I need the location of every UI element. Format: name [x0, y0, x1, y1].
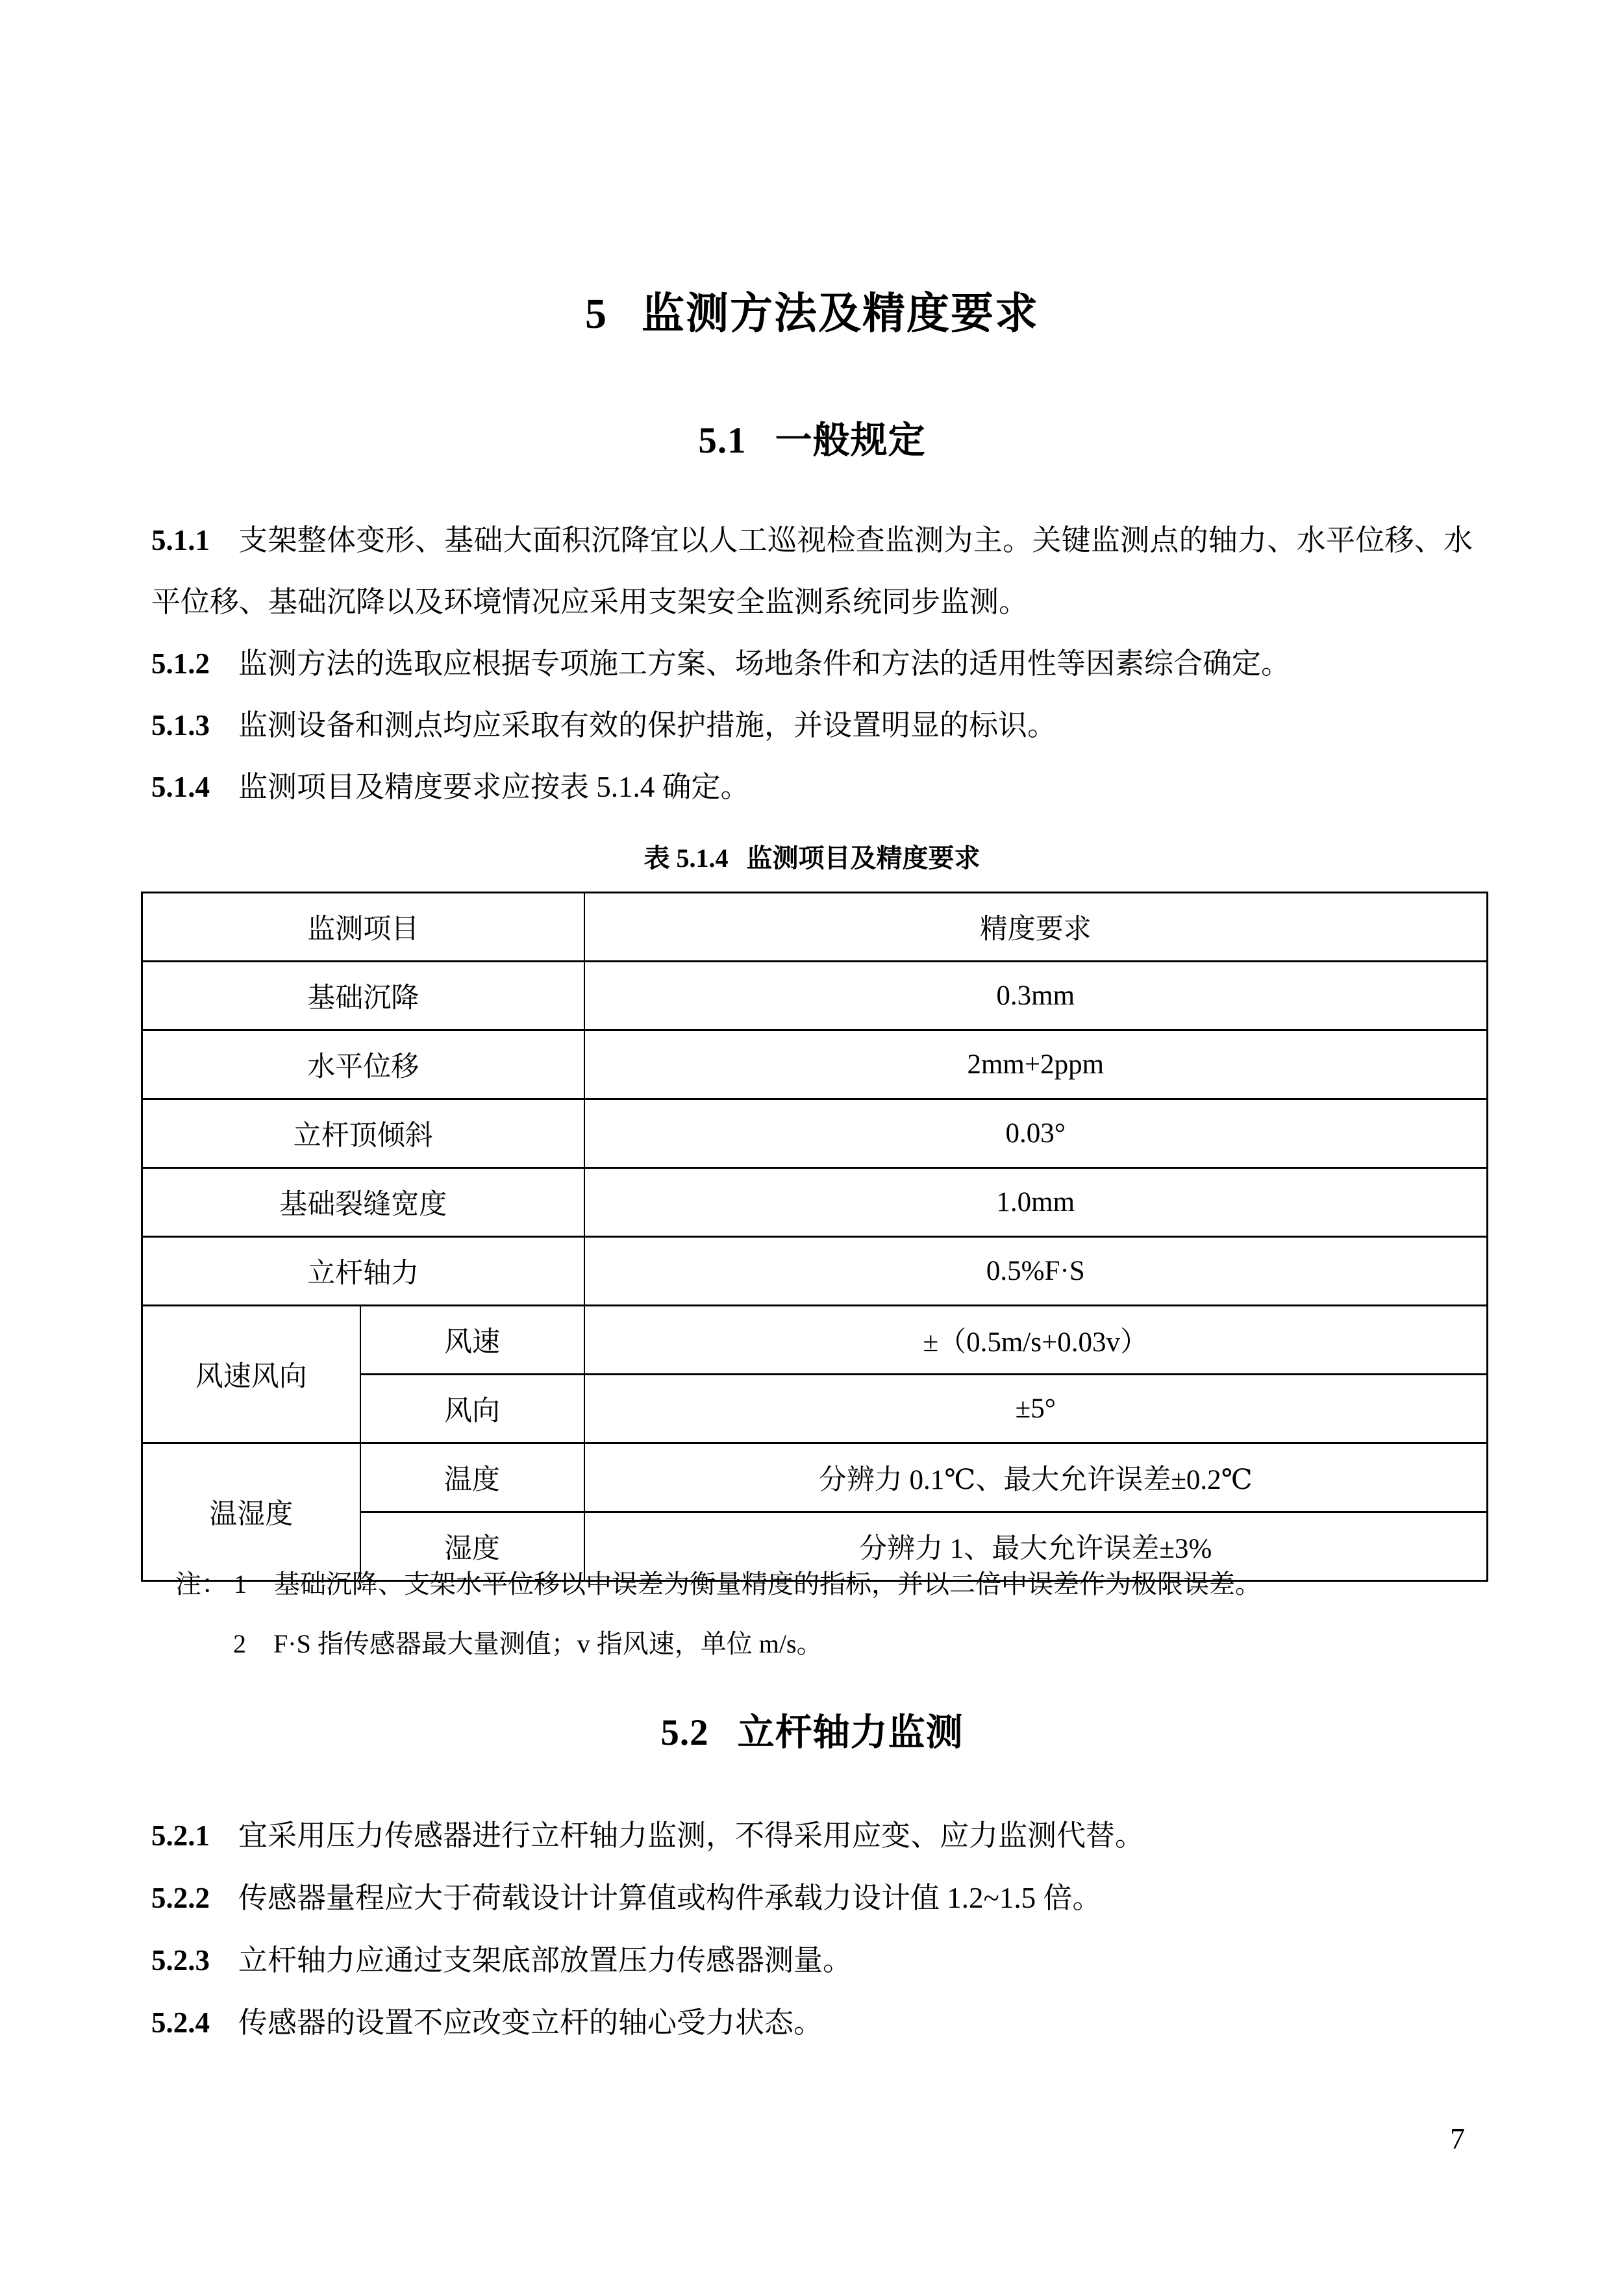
page-number: 7	[1450, 2122, 1465, 2155]
table-row	[142, 1443, 1488, 1512]
value-cell: ±（0.5m/s+0.03v）	[584, 1306, 1488, 1375]
clause-number: 5.1.3	[151, 709, 210, 742]
section-5-1-title-text: 一般规定	[775, 420, 926, 461]
sub-item-cell: 温度	[360, 1443, 584, 1512]
clause-number: 5.2.1	[151, 1819, 210, 1852]
chapter-number: 5	[585, 290, 608, 338]
clause-number: 5.1.4	[151, 771, 210, 803]
clause-5-2-2	[151, 1867, 1473, 1929]
note-number: 2	[233, 1629, 246, 1658]
table-row	[142, 1168, 1488, 1237]
table-row	[142, 1306, 1488, 1375]
value-cell: 0.03°	[584, 1099, 1488, 1168]
table-caption-number: 表 5.1.4	[643, 843, 729, 873]
clause-5-2-3	[151, 1930, 1473, 1991]
chapter-title-text: 监测方法及精度要求	[642, 290, 1039, 338]
value-cell: 1.0mm	[584, 1168, 1488, 1237]
clause-number: 5.2.3	[151, 1944, 210, 1977]
clause-text: 监测项目及精度要求应按表 5.1.4 确定。	[238, 771, 750, 803]
item-cell: 基础沉降	[142, 962, 584, 1030]
group-cell: 温湿度	[142, 1443, 360, 1581]
clause-text: 宜采用压力传感器进行立杆轴力监测，不得采用应变、应力监测代替。	[238, 1819, 1145, 1852]
clause-5-1-2	[151, 633, 1473, 695]
sub-item-cell: 风向	[360, 1375, 584, 1443]
table-caption-text: 监测项目及精度要求	[746, 843, 981, 873]
value-cell: 分辨力 1、最大允许误差±3%	[584, 1512, 1488, 1581]
item-cell: 水平位移	[142, 1030, 584, 1099]
note-label: 注：	[175, 1569, 227, 1599]
clause-text: 立杆轴力应通过支架底部放置压力传感器测量。	[238, 1944, 853, 1977]
sub-item-cell: 湿度	[360, 1512, 584, 1581]
section-5-2-heading	[151, 1713, 1473, 1753]
value-cell: 分辨力 0.1℃、最大允许误差±0.2℃	[584, 1443, 1488, 1512]
clause-5-2-1	[151, 1805, 1473, 1867]
group-cell: 风速风向	[142, 1306, 360, 1443]
clause-5-1-4	[151, 756, 1473, 818]
value-cell: 0.3mm	[584, 962, 1488, 1030]
section-5-2-number: 5.2	[660, 1712, 709, 1753]
header-cell-item: 监测项目	[142, 893, 584, 962]
clause-text: 监测方法的选取应根据专项施工方案、场地条件和方法的适用性等因素综合确定。	[238, 647, 1291, 680]
table-row	[142, 1237, 1488, 1306]
table-header-row	[142, 893, 1488, 962]
chapter-heading	[151, 291, 1473, 338]
table-row	[142, 1030, 1488, 1099]
clause-5-2-4	[151, 1992, 1473, 2054]
clause-text: 传感器量程应大于荷载设计计算值或构件承载力设计值 1.2~1.5 倍。	[238, 1882, 1102, 1914]
item-cell: 基础裂缝宽度	[142, 1168, 584, 1237]
clause-number: 5.2.2	[151, 1882, 210, 1914]
section-5-1-heading	[151, 421, 1473, 461]
value-cell: 2mm+2ppm	[584, 1030, 1488, 1099]
section-5-2-title-text: 立杆轴力监测	[737, 1712, 964, 1753]
table-row	[142, 962, 1488, 1030]
clause-text: 监测设备和测点均应采取有效的保护措施，并设置明显的标识。	[238, 709, 1057, 742]
value-cell: ±5°	[584, 1375, 1488, 1443]
note-text: F·S 指传感器最大量测值；v 指风速，单位 m/s。	[273, 1629, 823, 1658]
clause-number: 5.2.4	[151, 2006, 210, 2039]
note-text: 基础沉降、支架水平位移以中误差为衡量精度的指标，并以二倍中误差作为极限误差。	[274, 1569, 1261, 1599]
table-caption	[151, 842, 1473, 875]
clause-5-1-3	[151, 695, 1473, 756]
clause-number: 5.1.1	[151, 524, 210, 556]
item-cell: 立杆顶倾斜	[142, 1099, 584, 1168]
clause-text: 传感器的设置不应改变立杆的轴心受力状态。	[238, 2006, 823, 2039]
note-number: 1	[234, 1569, 247, 1599]
header-cell-value: 精度要求	[584, 893, 1488, 962]
clause-number: 5.1.2	[151, 647, 210, 680]
table-note-2	[233, 1628, 1555, 1660]
value-cell: 0.5%F·S	[584, 1237, 1488, 1306]
section-5-1-number: 5.1	[698, 420, 747, 461]
precision-requirements-table	[141, 892, 1488, 1582]
sub-item-cell: 风速	[360, 1306, 584, 1375]
table-row	[142, 1099, 1488, 1168]
clause-text: 支架整体变形、基础大面积沉降宜以人工巡视检查监测为主。关键监测点的轴力、水平位移、水平位移、基础沉降以及环境情况应采用支架安全监测系统同步监测。	[151, 524, 1473, 618]
clause-5-1-1	[151, 510, 1473, 633]
item-cell: 立杆轴力	[142, 1237, 584, 1306]
table-note-1	[175, 1568, 1497, 1601]
